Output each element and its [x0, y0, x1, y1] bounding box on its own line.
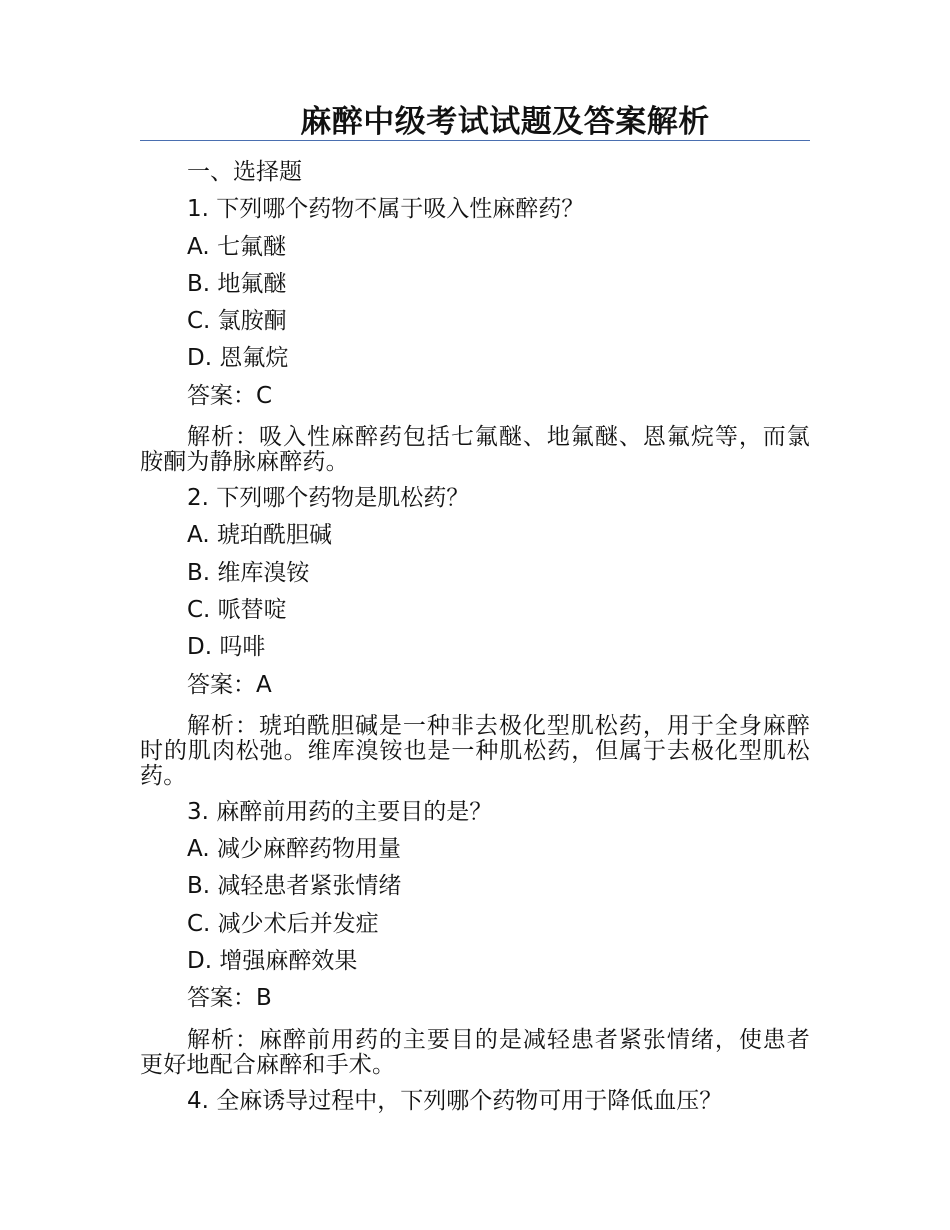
section-heading: 一、选择题 — [187, 159, 302, 185]
option-b: B. 减轻患者紧张情绪 — [187, 873, 402, 900]
answer: 答案：C — [187, 382, 273, 409]
title-underline — [140, 140, 810, 141]
analysis: 解析：麻醉前用药的主要目的是减轻患者紧张情绪，使患者更好地配合麻醉和手术。 — [140, 1026, 810, 1078]
question-3 — [140, 794, 810, 1078]
option-d: D. 恩氟烷 — [187, 345, 289, 372]
option-b: B. 地氟醚 — [187, 270, 287, 297]
option-d: D. 吗啡 — [187, 634, 266, 661]
option-d: D. 增强麻醉效果 — [187, 948, 358, 975]
option-a: A. 七氟醚 — [187, 233, 286, 260]
option-a: A. 减少麻醉药物用量 — [187, 836, 401, 863]
document-body — [140, 154, 810, 1120]
option-a: A. 琥珀酰胆碱 — [187, 522, 332, 549]
analysis: 解析：琥珀酰胆碱是一种非去极化型肌松药，用于全身麻醉时的肌肉松弛。维库溴铵也是一种肌松药，但属于去极化型肌松药。 — [140, 712, 810, 789]
option-c: C. 减少术后并发症 — [187, 910, 379, 937]
document-title: 麻醉中级考试试题及答案解析 — [300, 104, 710, 140]
option-b: B. 维库溴铵 — [187, 559, 310, 586]
question-1 — [140, 191, 810, 475]
answer: 答案：B — [187, 985, 272, 1012]
question-stem: 1. 下列哪个药物不属于吸入性麻醉药？ — [187, 196, 585, 223]
question-2 — [140, 480, 810, 789]
option-c: C. 氯胺酮 — [187, 308, 287, 335]
option-c: C. 哌替啶 — [187, 596, 287, 623]
question-4 — [140, 1083, 810, 1120]
analysis: 解析：吸入性麻醉药包括七氟醚、地氟醚、恩氟烷等，而氯胺酮为静脉麻醉药。 — [140, 424, 810, 476]
question-stem: 4. 全麻诱导过程中，下列哪个药物可用于降低血压？ — [187, 1087, 723, 1114]
answer: 答案：A — [187, 671, 272, 698]
question-stem: 3. 麻醉前用药的主要目的是？ — [187, 798, 493, 825]
question-stem: 2. 下列哪个药物是肌松药？ — [187, 485, 470, 512]
